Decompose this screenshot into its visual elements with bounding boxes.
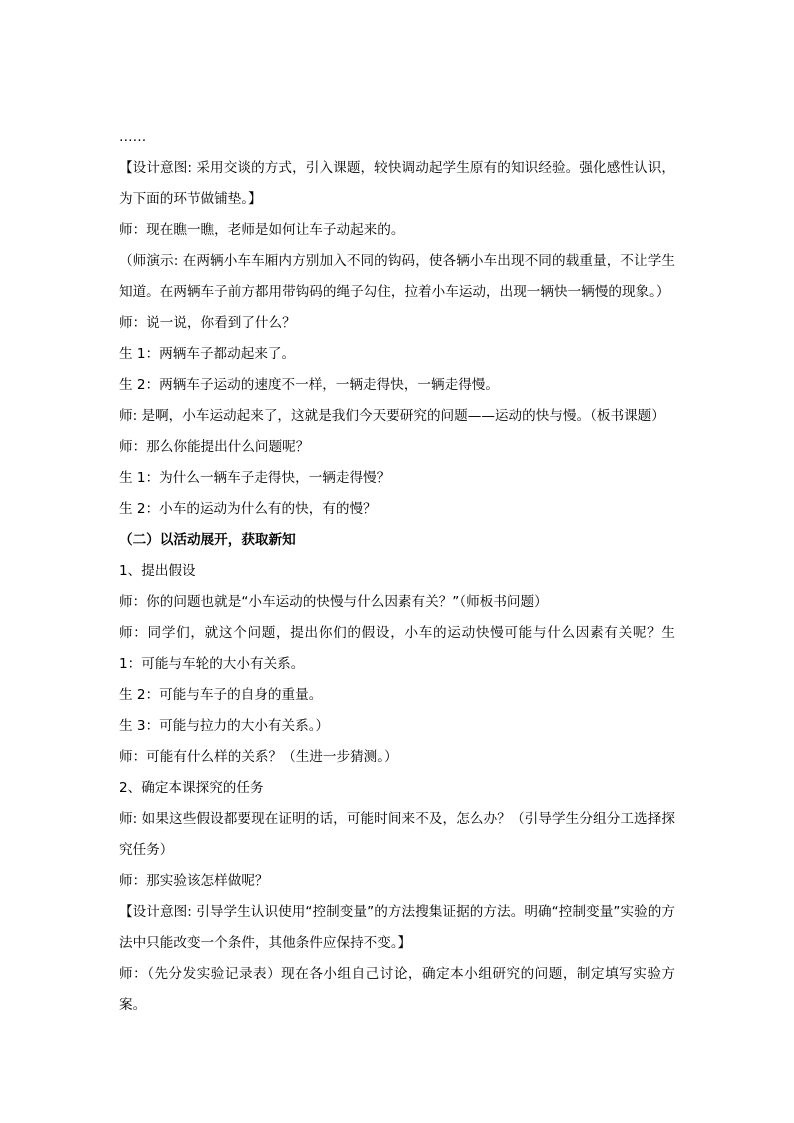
paragraph-teacher-line: 师：那实验该怎样做呢？ (119, 873, 269, 889)
paragraph-teacher-line: 师：说一说，你看到了什么？ (119, 315, 296, 331)
paragraph-ellipsis: …… (119, 129, 147, 145)
paragraph-student-line: 生 1：为什么一辆车子走得快，一辆走得慢？ (119, 470, 391, 486)
paragraph-student-line: 生 3：可能与拉力的大小有关系。） (119, 718, 330, 734)
paragraph-design-intent-1: 【设计意图: 采用交谈的方式，引入课题，较快调动起学生原有的知识经验。强化感性认识，为下面的环节做铺垫。】 (119, 160, 675, 207)
section-heading: （二）以活动展开，获取新知 (119, 532, 296, 548)
paragraph-student-line: 生 2：可能与车子的自身的重量。 (119, 687, 323, 703)
document-body (119, 122, 675, 1021)
subsection-heading: 1、提出假设 (119, 563, 196, 579)
paragraph-student-line: 生 2：两辆车子运动的速度不一样，一辆走得快，一辆走得慢。 (119, 377, 499, 393)
subsection-heading: 2、确定本课探究的任务 (119, 780, 264, 796)
paragraph-teacher-line: 师: 是啊，小车运动起来了，这就是我们今天要研究的问题——运动的快与慢。（板书课题） (119, 408, 665, 424)
paragraph-design-intent-2: 【设计意图: 引导学生认识使用“控制变量”的方法搜集证据的方法。明确“控制变量”实验的方法中只能改变一个条件，其他条件应保持不变。】 (119, 904, 675, 951)
paragraph-teacher-demo: （师演示: 在两辆小车车厢内方别加入不同的钩码，使各辆小车出现不同的载重量，不让学生知道。在两辆车子前方都用带钩码的绳子勾住，拉着小车运动，出现一辆快一辆慢的现象。） (119, 253, 675, 300)
paragraph-teacher-line: 师：现在瞧一瞧，老师是如何让车子动起来的。 (119, 222, 405, 238)
paragraph-student-line: 生 1：两辆车子都动起来了。 (119, 346, 296, 362)
paragraph-teacher-line: 师：那么你能提出什么问题呢？ (119, 439, 310, 455)
paragraph-teacher-line: 师：你的问题也就是“小车运动的快慢与什么因素有关？”（师板书问题） (119, 594, 548, 610)
paragraph-teacher-line: 师：可能有什么样的关系？（生进一步猜测。） (119, 749, 398, 765)
paragraph-student-line: 生 2：小车的运动为什么有的快，有的慢？ (119, 501, 377, 517)
paragraph-teacher-line: 师：（先分发实验记录表）现在各小组自己讨论，确定本小组研究的问题，制定填写实验方案。 (119, 966, 675, 1013)
paragraph-teacher-line: 师: 如果这些假设都要现在证明的话，可能时间来不及，怎么办？（引导学生分组分工选择探究任务） (119, 811, 675, 858)
paragraph-teacher-line: 师：同学们，就这个问题，提出你们的假设，小车的运动快慢可能与什么因素有关呢？生 1：可能与车轮的大小有关系。 (119, 625, 675, 672)
